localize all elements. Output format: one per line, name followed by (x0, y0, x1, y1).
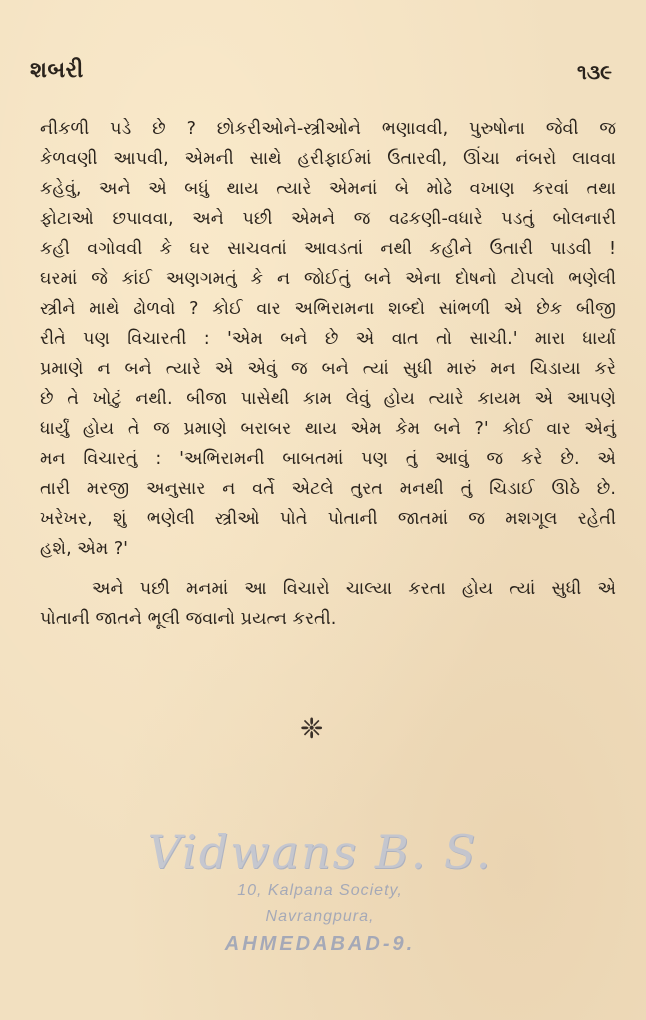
text-line: હશે, એમ ?' (40, 539, 129, 559)
paragraph-1 (40, 114, 616, 564)
text-line: પ્રમાણે ન બને ત્યારે એ એવું જ બને ત્યાં સુધી મારું મન ચિડાયા કરે (40, 359, 616, 379)
text-line: કેળવણી આપવી, એમની સાથે હરીફાઈમાં ઉતારવી, ઊંચા નંબરો લાવવા (40, 149, 616, 169)
ornament-icon: ❈ (300, 712, 324, 745)
text-line: કહેવું, અને એ બધું થાય ત્યારે એમનાં બે મોઢે વખાણ કરવાં તથા (40, 179, 616, 199)
stamp-city: AHMEDABAD-9. (224, 933, 416, 955)
running-title: શબરી (30, 58, 84, 83)
stamp-name: Vidwans B. S. (147, 825, 493, 879)
stamp-address-line: 10, Kalpana Society, (237, 882, 403, 899)
text-line: રીતે પણ વિચારતી : 'એમ બને છે એ વાત તો સાચી.' મારા ધાર્યા (40, 329, 616, 349)
stamp-address-line: Navrangpura, (265, 908, 375, 925)
text-line: મન વિચારતું : 'અભિરામની બાબતમાં પણ તું આવું જ કરે છે. એ (40, 449, 616, 469)
text-line: ખરેખર, શું ભણેલી સ્ત્રીઓ પોતે પોતાની જાતમાં જ મશગૂલ રહેતી (40, 509, 616, 529)
text-line: કહી વગોવવી કે ઘર સાચવતાં આવડતાં નથી કહીને ઉતારી પાડવી ! (40, 239, 616, 259)
paragraph-2 (40, 574, 616, 634)
body-text (40, 114, 616, 634)
text-line: પોતાની જાતને ભૂલી જવાનો પ્રયત્ન કરતી. (40, 609, 337, 629)
text-line: ધાર્યું હોય તે જ પ્રમાણે બરાબર થાય એમ કેમ બને ?' કોઈ વાર એનું (40, 419, 616, 439)
text-line: ઘરમાં જે કાંઈ અણગમતું કે ન જોઈતું બને એના દોષનો ટોપલો ભણેલી (40, 269, 616, 289)
text-line: સ્ત્રીને માથે ઢોળવો ? કોઈ વાર અભિરામના શબ્દો સાંભળી એ છેક બીજી (40, 299, 616, 319)
text-line: નીકળી પડે છે ? છોકરીઓને-સ્ત્રીઓને ભણાવવી, પુરુષોના જેવી જ (40, 119, 616, 139)
owner-stamp (130, 826, 510, 976)
text-line: છે તે ખોટું નથી. બીજા પાસેથી કામ લેવું હોય ત્યારે કાયમ એ આપણે (40, 389, 616, 409)
page-number: ૧૩૯ (577, 60, 612, 84)
text-line: ફોટાઓ છપાવવા, અને પછી એમને જ વઢકણી-વધારે પડતું બોલનારી (40, 209, 616, 229)
text-line: તારી મરજી અનુસાર ન વર્તે એટલે તુરત મનથી તું ચિડાઈ ઊઠે છે. (40, 479, 616, 499)
text-line: અને પછી મનમાં આ વિચારો ચાલ્યા કરતા હોય ત્યાં સુધી એ (92, 579, 616, 599)
